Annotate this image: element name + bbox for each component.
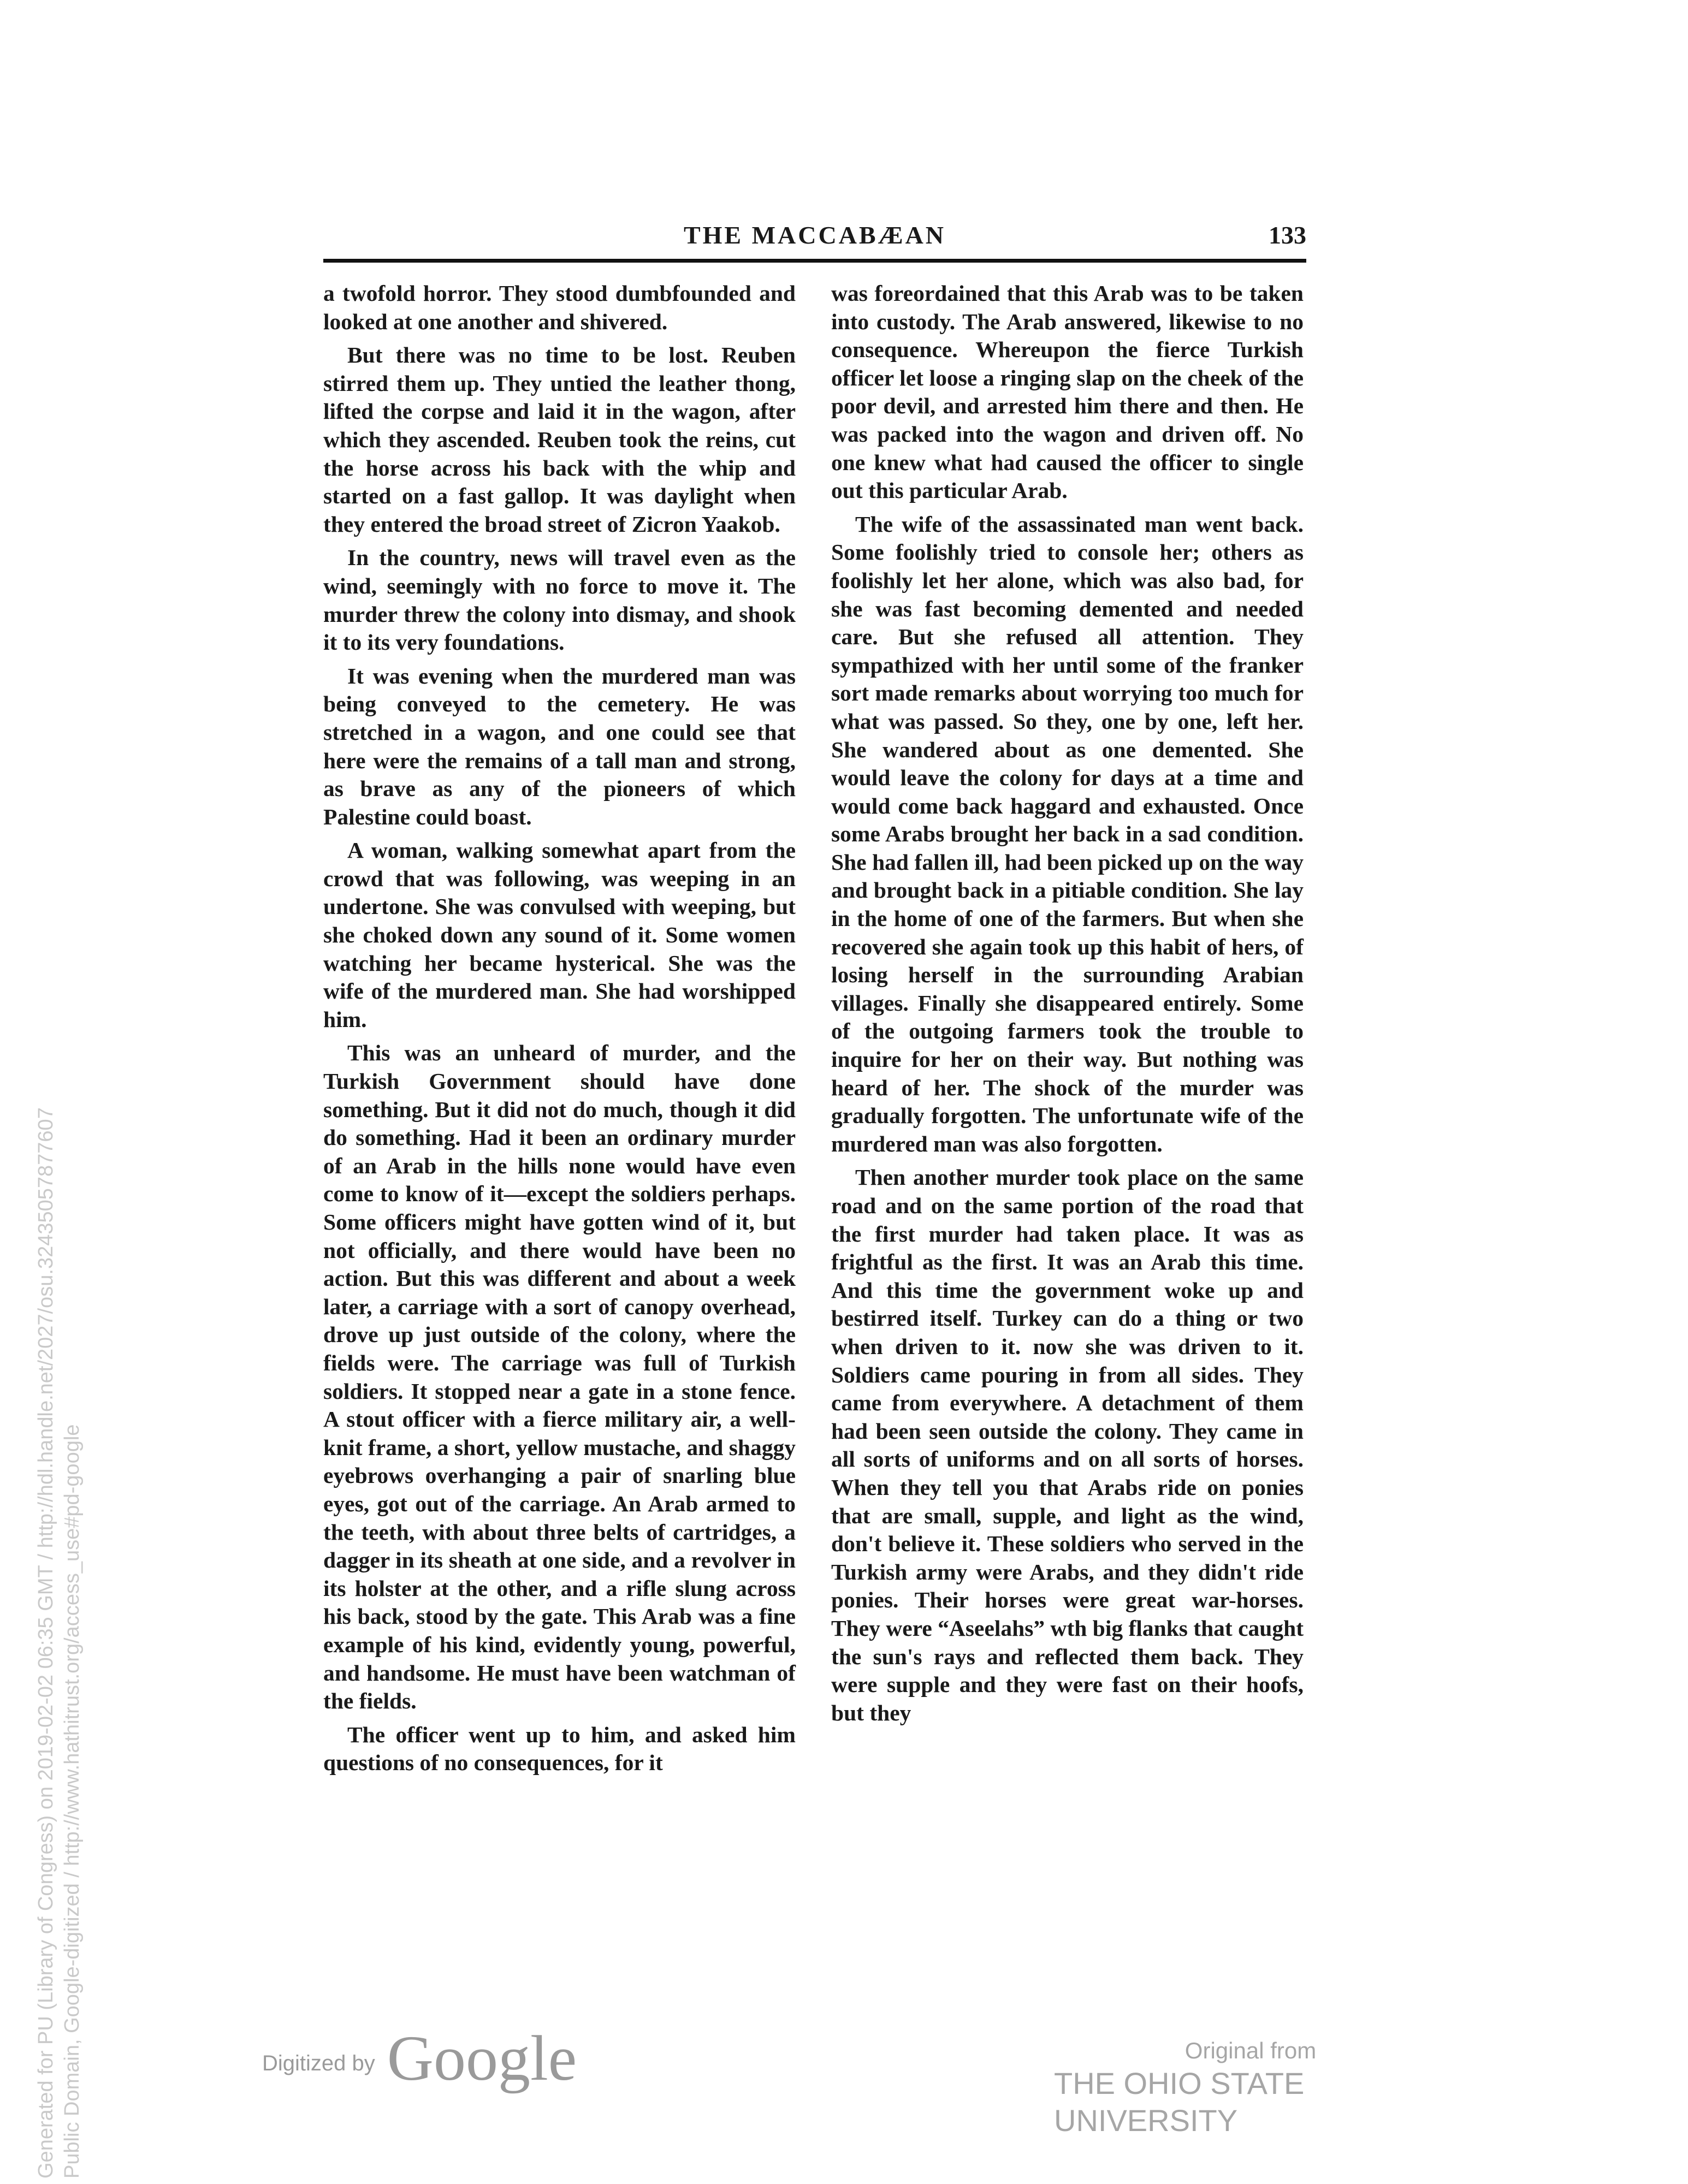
digitized-by-label: Digitized by [262, 2051, 375, 2075]
paragraph: A woman, walking somewhat apart from the crowd that was following, was weeping in an undertone. She was convulsed with weeping, but she choked down any sound of it. Some women watching her became hysterical. She was the wife of the murdered man. She had worshipped him. [323, 838, 796, 1032]
paragraph: The officer went up to him, and asked him questions of no consequences, for it [323, 1722, 796, 1776]
header-rule [323, 259, 1306, 263]
paragraph: was foreordained that this Arab was to be taken into custody. The Arab answered, likewise to no consequence. Whereupon the fierce Turkish officer let loose a ringing slap on the cheek of the poor devil, and arrested him there and then. He was packed into the wagon and driven off. No one knew what had caused the officer to single out this particular Arab. [831, 281, 1304, 503]
left-column [323, 280, 796, 1783]
original-from-label: Original from [1184, 2038, 1317, 2063]
running-header [323, 221, 1306, 251]
original-from [1054, 2037, 1447, 2139]
paragraph: In the country, news will travel even as the wind, seemingly with no force to move it. The murder threw the colony into dismay, and shook it to its very foundations. [323, 545, 796, 655]
paragraph: The wife of the assassinated man went back. Some foolishly tried to console her; others as foolishly let her alone, which was also bad, for she was fast becoming demented and needed care. But she refused all attention. They sympathized with her until some of the franker sort made remarks about worrying too much for what was passed. So they, one by one, left her. She wandered about as one demented. She would leave the colony for days at a time and would come back haggard and exhausted. Once some Arabs brought her back in a sad condition. She had fallen ill, had been picked up on the way and brought back in a pitiable condition. She lay in the home of one of the farmers. But when she recovered she again took up this habit of hers, of losing herself in the surrounding Arabian villages. Finally she disappeared entirely. Some of the outgoing farmers took the trouble to inquire for her on their way. But nothing was heard of her. The shock of the murder was gradually forgotten. The unfortunate wife of the murdered man was also forgotten. [831, 511, 1304, 1156]
google-logo: Google [387, 2022, 577, 2094]
paragraph: This was an unheard of murder, and the Turkish Government should have done something. But it did not do much, though it did do something. Had it been an ordinary murder of an Arab in the hills none would have even come to know of it—except the soldiers perhaps. Some officers might have gotten wind of it, but not officially, and there would have been no action. But this was different and about a week later, a carriage with a sort of canopy overhead, drove up just outside of the colony, where the fields were. The carriage was full of Turkish soldiers. It stopped near a gate in a stone fence. A stout officer with a fierce military air, a well-knit frame, a short, yellow mustache, and shaggy eyebrows overhanging a pair of snarling blue eyes, got out of the carriage. An Arab armed to the teeth, with about three belts of cartridges, a dagger in its sheath at one side, and a revolver in its holster at the other, and a rifle slung across his back, stood by the gate. This Arab was a fine example of his kind, evidently young, powerful, and handsome. He must have been watchman of the fields. [323, 1040, 796, 1714]
page-number: 133 [1269, 221, 1306, 249]
paragraph: It was evening when the murdered man was being conveyed to the cemetery. He was stretched in a wagon, and one could see that here were the remains of a tall man and strong, as brave as any of the pioneers of which Palestine could boast. [323, 663, 796, 829]
paragraph: But there was no time to be lost. Reuben stirred them up. They untied the leather thong, lifted the corpse and laid it in the wagon, after which they ascended. Reuben took the reins, cut the horse across his back with the whip and started on a fast gallop. It was daylight when they entered the broad street of Zicron Yaakob. [323, 342, 796, 537]
watermark-line: Generated for PU (Library of Congress) on 2019-02-02 06:35 GMT / http://hdl.handle.net/2027/osu.32435057877607 [34, 1107, 57, 2179]
paragraph: a twofold horror. They stood dumbfounded and looked at one another and shivered. [323, 281, 796, 334]
digitized-by-google [262, 2009, 577, 2094]
right-column [831, 280, 1304, 1732]
paragraph: Then another murder took place on the same road and on the same portion of the road that the first murder had taken place. It was as frightful as the first. It was an Arab this time. And this time the government woke up and bestirred itself. Turkey can do a thing or two when driven to it. now she was driven to it. Soldiers came pouring in from all sides. They came from everywhere. A detachment of them had been seen outside the colony. They came in all sorts of uniforms and on all sorts of horses. When they tell you that Arabs ride on ponies that are small, supple, and light as the wind, don't believe it. These soldiers who served in the Turkish army were Arabs, and they didn't ride ponies. Their horses were great war-horses. They were “Aseelahs” wth big flanks that caught the sun's rays and reflected them back. They were supple and they were fast on their hoofs, but they [831, 1165, 1304, 1725]
hathitrust-watermark [33, 759, 85, 2179]
university-name: THE OHIO STATE UNIVERSITY [1054, 2066, 1305, 2138]
watermark-line: Public Domain, Google-digitized / http://www.hathitrust.org/access_use#pd-google [61, 1424, 84, 2179]
journal-title: THE MACCABÆAN [683, 221, 946, 249]
